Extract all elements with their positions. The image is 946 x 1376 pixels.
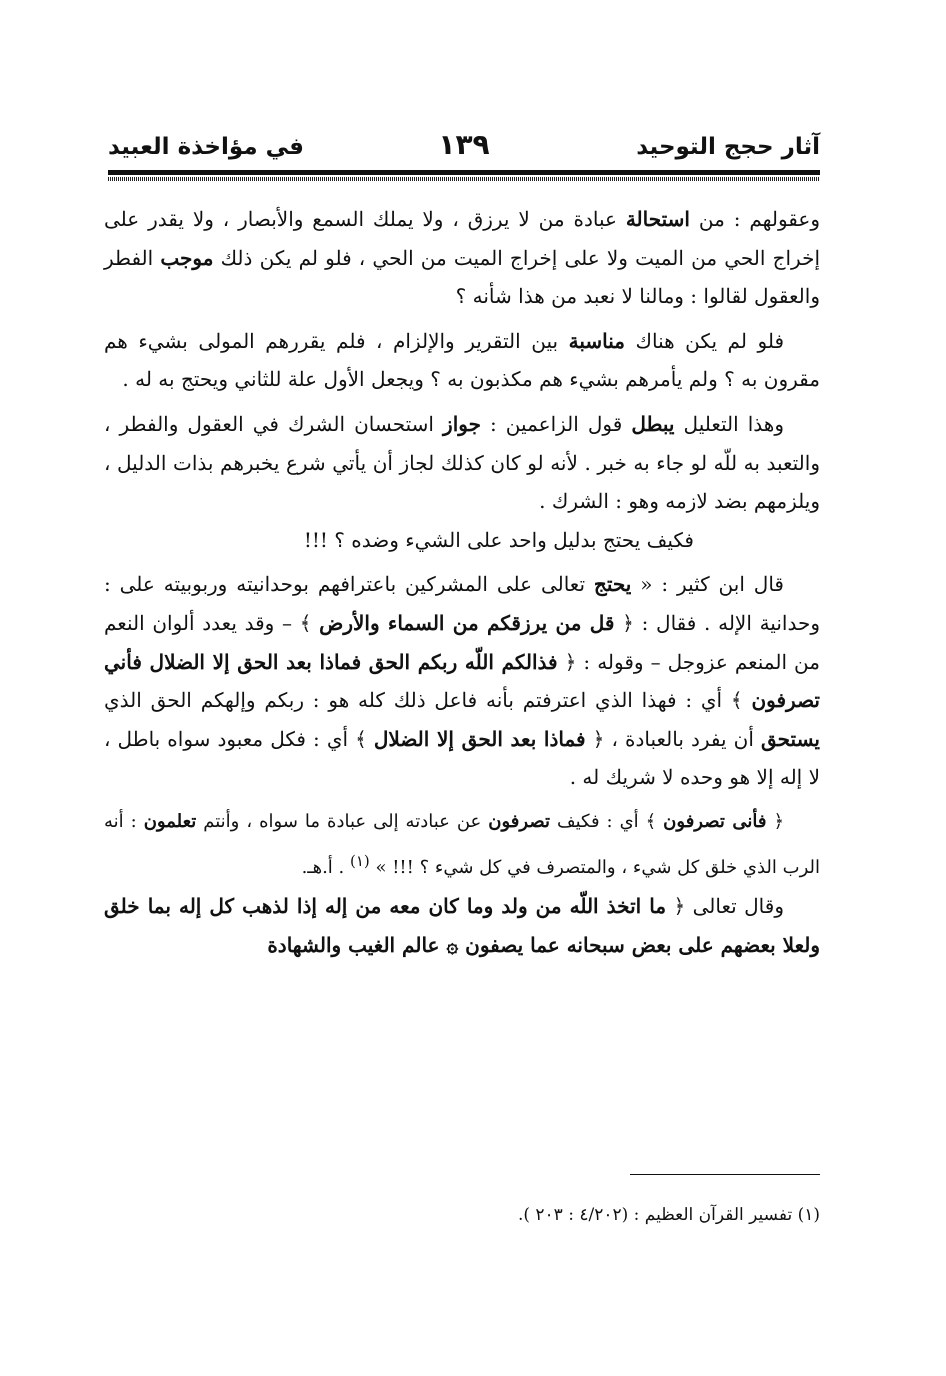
footnote-ref: (١) <box>349 851 370 870</box>
footnote: (١) تفسير القرآن العظيم : (٤/٢٠٢ : ٢٠٣ ). <box>517 1205 820 1225</box>
paragraph-2: فلو لم يكن هناك مناسبة بين التقرير والإلزام ، فلم يقررهم المولى بشيء هم مقرون به ؟ ولم يأمرهم بشيء هم مكذبون به ؟ ويجعل الأول علة للثاني ويحتج به له . <box>104 328 820 392</box>
paragraph-3: وهذا التعليل يبطل قول الزاعمين : جواز استحسان الشرك في العقول والفطر ، والتعبد به للّه لو جاء به خبر . لأنه لو كان كذلك لجاز أن يأتي شرع يخبرهم بذات الدليل ، ويلزمهم بضد لازمه وهو : الشرك . <box>104 411 820 514</box>
paragraph-7-verse: وقال تعالى ﴿ ما اتخذ اللّه من ولد وما كان معه من إله إذا لذهب كل إله بما خلق ولعلا بعضهم على بعض سبحانه عما يصفون ۞ عالم الغيب والشهادة <box>104 894 820 957</box>
header-chapter-title: في مؤاخذة العبيد <box>108 134 304 160</box>
header-rule-thick <box>108 170 820 175</box>
header-rule-dotted <box>108 177 820 181</box>
paragraph-4: فكيف يحتج بدليل واحد على الشيء وضده ؟ !!! <box>303 527 694 552</box>
running-header <box>108 128 820 168</box>
footnote-rule <box>630 1174 820 1175</box>
main-text <box>104 200 820 964</box>
paragraph-6: ﴿ فأنى تصرفون ﴾ أي : فكيف تصرفون عن عبادته إلى عبادة ما سواه ، وأنتم تعلمون : أنه الرب الذي خلق كل شيء ، والمتصرف في كل شيء ؟ !!! » $^{(١)}$ . أ.هـ. <box>104 810 820 878</box>
paragraph-5-quote: قال ابن كثير : « يحتج تعالى على المشركين باعترافهم بوحدانيته وربوبيته على : وحدانية الإله . فقال : ﴿ قل من يرزقكم من السماء والأرض ﴾ – وقد يعدد ألوان النعم من المنعم عزوجل – وقوله : ﴿ فذالكم اللّه ربكم الحق فماذا بعد الحق إلا الضلال فأني تصرفون ﴾ أي : فهذا الذي اعترفتم بأنه فاعل ذلك كله هو : ربكم وإلهكم الحق الذي يستحق أن يفرد بالعبادة ، ﴿ فماذا بعد الحق إلا الضلال ﴾ أي : فكل معبود سواه باطل ، لا إله إلا هو وحده لا شريك له . <box>104 572 820 790</box>
paragraph-1: وعقولهم : من استحالة عبادة من لا يرزق ، ولا يملك السمع والأبصار ، ولا يقدر على إخراج الحي من الميت ولا على إخراج الميت من الحي ، فلو لم يكن ذلك موجب الفطر والعقول لقالوا : ومالنا لا نعبد من هذا شأنه ؟ <box>104 207 820 309</box>
header-book-title: آثار حجج التوحيد <box>636 134 820 160</box>
page-number: ١٣٩ <box>438 128 490 161</box>
